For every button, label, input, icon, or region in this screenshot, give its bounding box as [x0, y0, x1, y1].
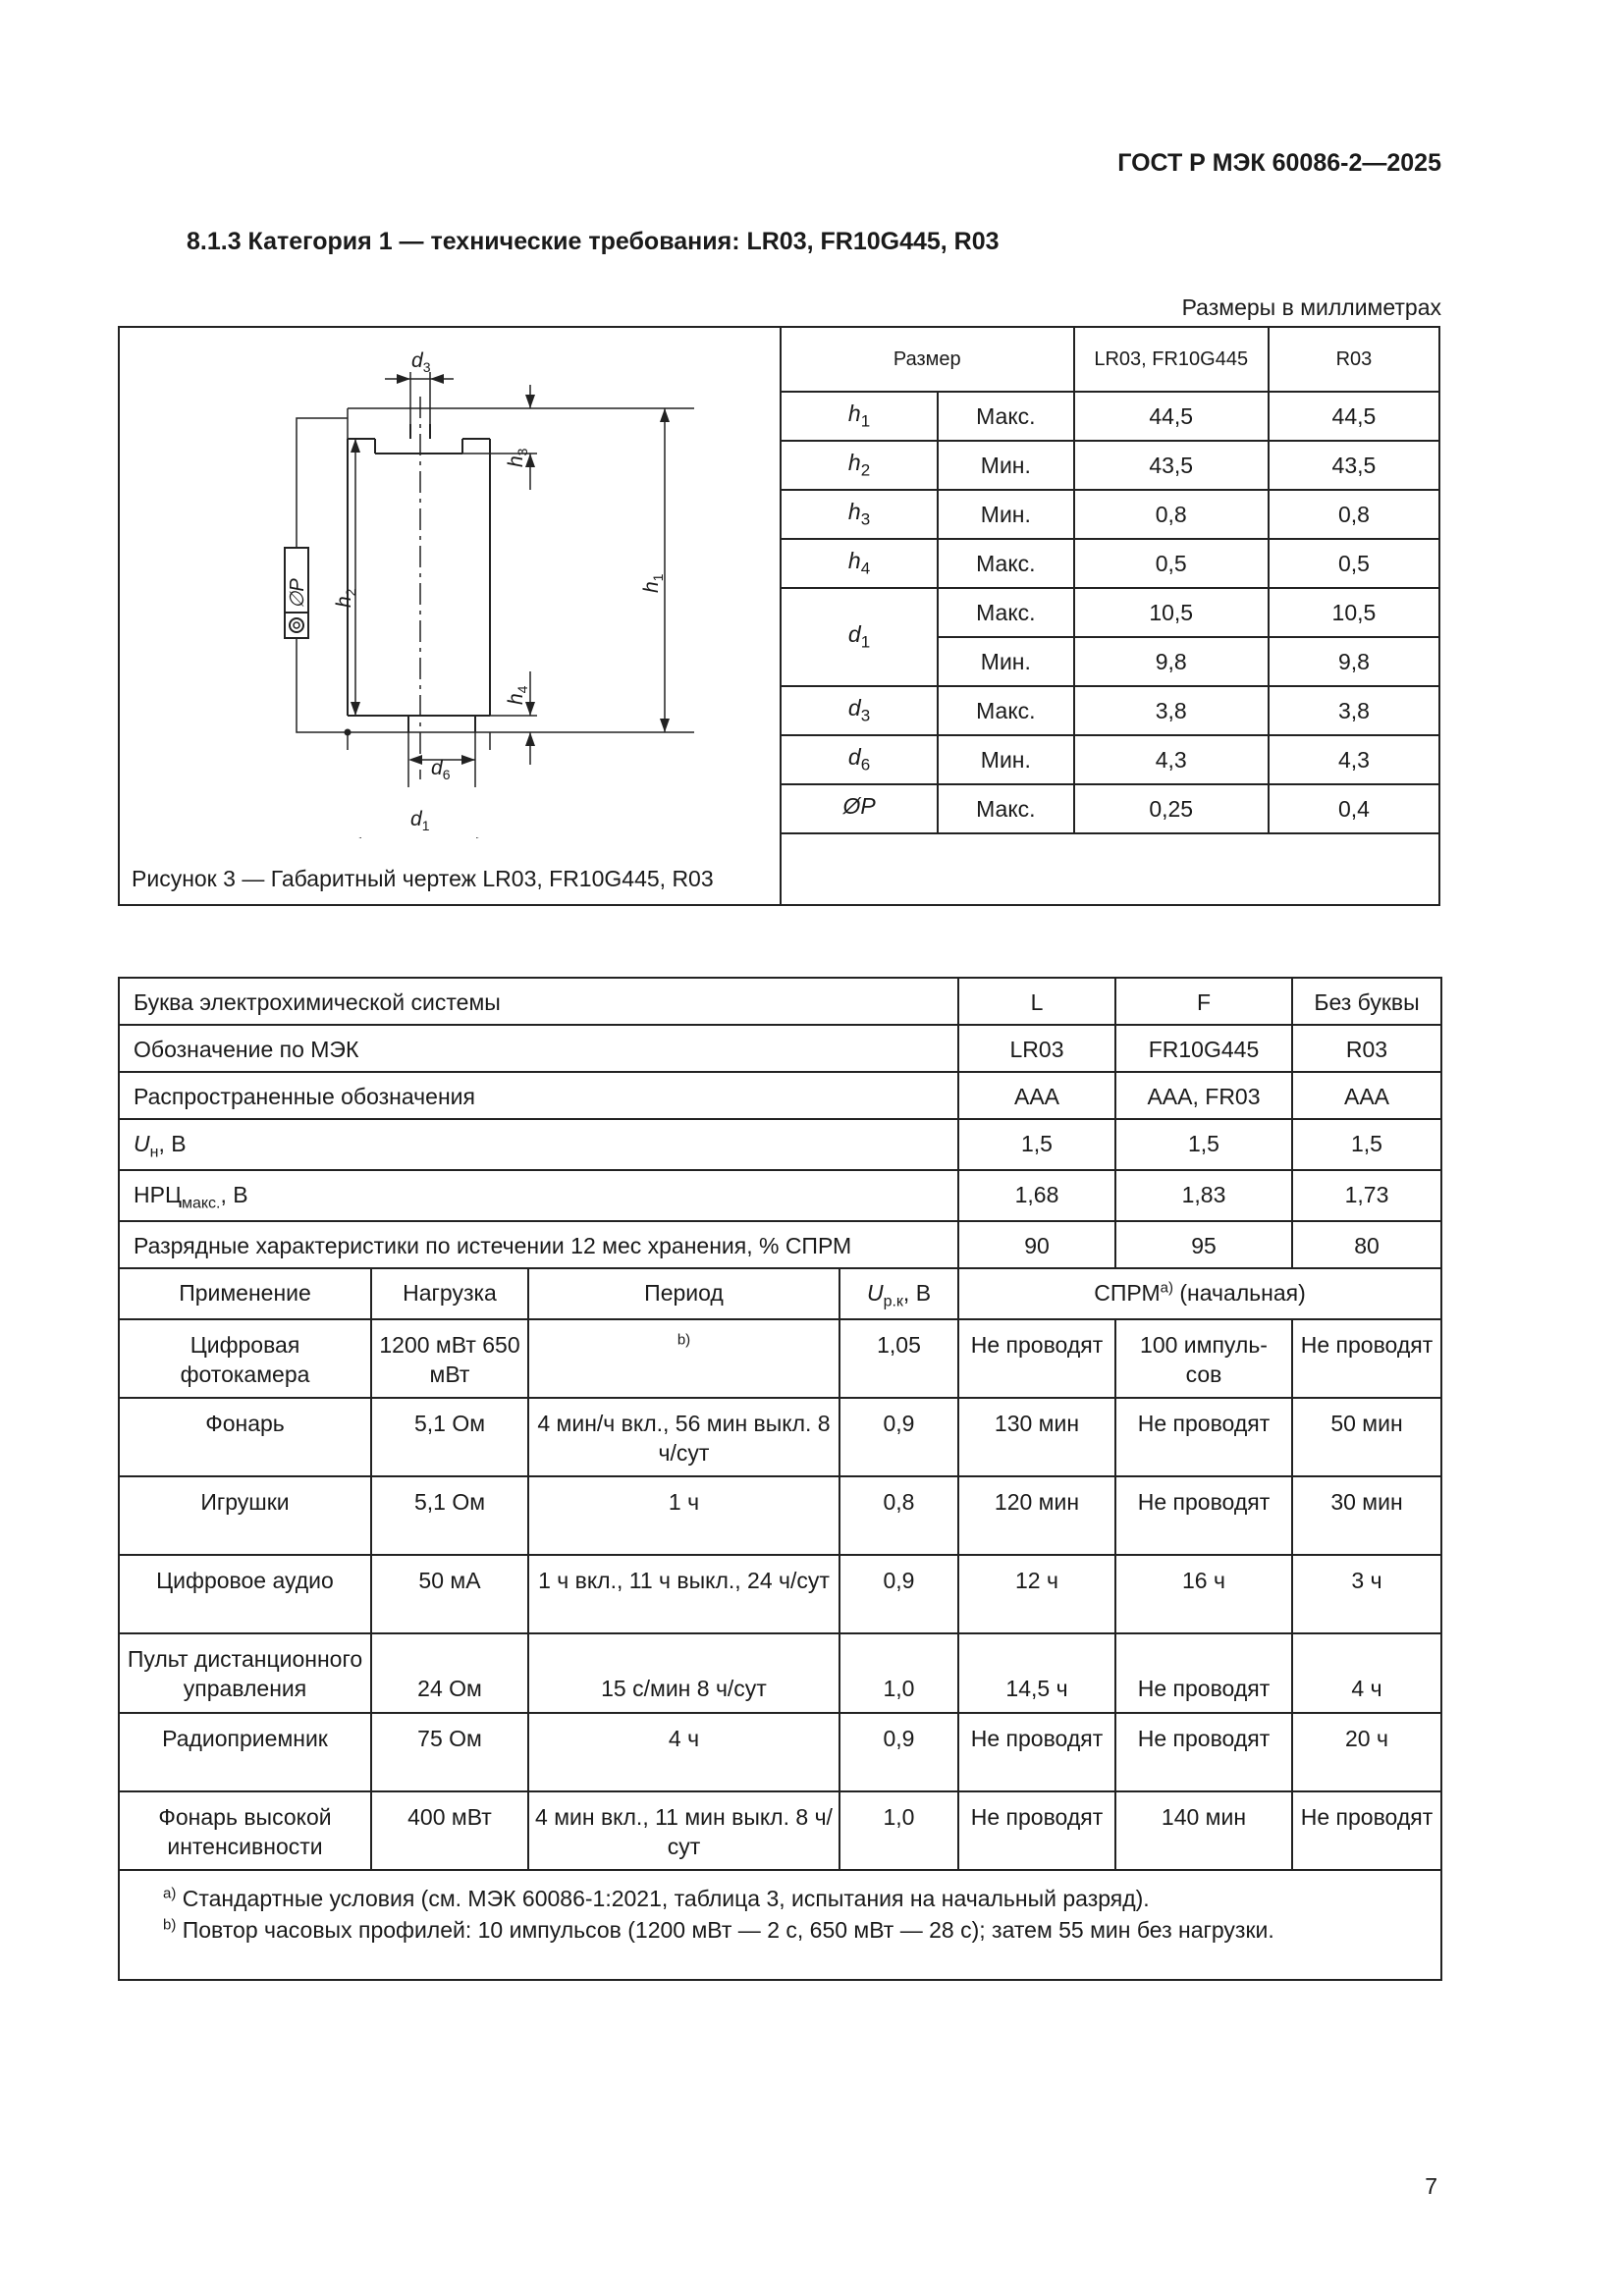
value-f: FR10G445 — [1115, 1025, 1292, 1072]
table-row — [119, 1072, 1441, 1119]
table-row — [781, 686, 1438, 735]
page-number: 7 — [1425, 2173, 1437, 2199]
h1-arrow-top — [660, 408, 670, 422]
value-f: Не проводят — [1115, 1633, 1292, 1713]
table-row — [119, 1221, 1441, 1268]
characteristics-table — [118, 977, 1442, 1981]
period-value: 4 ч — [528, 1713, 839, 1791]
value-lr03-fr10g445: 0,5 — [1074, 539, 1269, 588]
value-r: 30 мин — [1292, 1476, 1441, 1555]
load-value: 24 Ом — [371, 1633, 528, 1713]
d3-arrow-left — [397, 374, 410, 384]
h3-arrow-down — [525, 395, 535, 408]
value-f: Не проводят — [1115, 1713, 1292, 1791]
d6-arrow-left — [408, 755, 422, 765]
value-l: LR03 — [958, 1025, 1115, 1072]
dimension-symbol: ØP — [781, 784, 938, 833]
cutoff-voltage-header: $U_{р.к}$, В — [839, 1268, 958, 1319]
period-value: b) — [528, 1319, 839, 1398]
limit-type: Макс. — [938, 539, 1073, 588]
table-row — [119, 1713, 1441, 1791]
value-r03: 0,5 — [1269, 539, 1438, 588]
table-row — [119, 1791, 1441, 1870]
limit-type: Макс. — [938, 686, 1073, 735]
load-value: 5,1 Ом — [371, 1476, 528, 1555]
value-f: 1,83 — [1115, 1170, 1292, 1221]
r03-header: R03 — [1269, 328, 1438, 392]
lr03-fr10g445-header: LR03, FR10G445 — [1074, 328, 1269, 392]
footnotes-row — [119, 1870, 1441, 1980]
footnote-a: $^{a)}$ Стандартные условия (см. МЭК 60086-1:2021, таблица 3, испытания на начальный разряд). — [163, 1885, 1150, 1911]
value-lr03-fr10g445: 3,8 — [1074, 686, 1269, 735]
table-row — [119, 978, 1441, 1025]
dimension-symbol: $d_6$ — [781, 735, 938, 784]
h2-arrow-top — [351, 439, 360, 453]
h2-arrow-bottom — [351, 702, 360, 716]
value-lr03-fr10g445: 43,5 — [1074, 441, 1269, 490]
period-value: 4 мин вкл., 11 мин выкл. 8 ч/сут — [528, 1791, 839, 1870]
value-l: Не проводят — [958, 1791, 1115, 1870]
d1-label: $d_1$ — [410, 808, 430, 833]
value-lr03-fr10g445: 9,8 — [1074, 637, 1269, 686]
value-f: Не проводят — [1115, 1398, 1292, 1476]
period-value: 15 с/мин 8 ч/сут — [528, 1633, 839, 1713]
limit-type: Макс. — [938, 392, 1073, 441]
size-header: Размер — [781, 328, 1074, 392]
cutoff-voltage-value: 1,05 — [839, 1319, 958, 1398]
application-name: Цифровое аудио — [119, 1555, 371, 1633]
application-name: Пульт дистанционного управления — [119, 1633, 371, 1713]
value-r03: 44,5 — [1269, 392, 1438, 441]
table-row — [119, 1555, 1441, 1633]
figure-and-dimensions-box — [118, 326, 1440, 906]
dimension-symbol: $d_1$ — [781, 588, 938, 686]
value-f: 95 — [1115, 1221, 1292, 1268]
table-row — [119, 1398, 1441, 1476]
cutoff-voltage-value: 0,9 — [839, 1713, 958, 1791]
h3-label: $h_3$ — [505, 448, 530, 467]
dimension-symbol: $h_3$ — [781, 490, 938, 539]
load-value: 50 мА — [371, 1555, 528, 1633]
value-r03: 3,8 — [1269, 686, 1438, 735]
limit-type: Мин. — [938, 441, 1073, 490]
flatness-frame — [285, 548, 308, 638]
value-lr03-fr10g445: 0,25 — [1074, 784, 1269, 833]
value-r: 20 ч — [1292, 1713, 1441, 1791]
value-lr03-fr10g445: 10,5 — [1074, 588, 1269, 637]
value-r: Не проводят — [1292, 1319, 1441, 1398]
battery-outline — [348, 424, 490, 732]
value-r03: 0,4 — [1269, 784, 1438, 833]
application-name: Радиоприемник — [119, 1713, 371, 1791]
table-row — [781, 392, 1438, 441]
d3-arrow-right — [430, 374, 444, 384]
value-lr03-fr10g445: 44,5 — [1074, 392, 1269, 441]
limit-type: Макс. — [938, 588, 1073, 637]
cutoff-voltage-value: 0,9 — [839, 1398, 958, 1476]
period-header: Период — [528, 1268, 839, 1319]
application-name: Фонарь — [119, 1398, 371, 1476]
dimension-symbol: $h_4$ — [781, 539, 938, 588]
dimensions-table — [780, 328, 1438, 834]
dimension-drawing — [120, 328, 780, 838]
cutoff-voltage-value: 0,8 — [839, 1476, 958, 1555]
value-r: AAA — [1292, 1072, 1441, 1119]
period-value: 1 ч — [528, 1476, 839, 1555]
value-l: 1,68 — [958, 1170, 1115, 1221]
h2-label: $h_2$ — [333, 588, 358, 608]
d6-arrow-right — [461, 755, 475, 765]
cutoff-voltage-value: 0,9 — [839, 1555, 958, 1633]
row-label: Обозначение по МЭК — [119, 1025, 958, 1072]
application-name: Цифровая фотокамера — [119, 1319, 371, 1398]
table-row — [119, 1319, 1441, 1398]
dimensions-header-row — [781, 328, 1438, 392]
h1-arrow-bottom — [660, 719, 670, 732]
value-f: 100 импуль- сов — [1115, 1319, 1292, 1398]
value-r03: 10,5 — [1269, 588, 1438, 637]
footnote-b: $^{b)}$ Повтор часовых профилей: 10 импульсов (1200 мВт — 2 с, 650 мВт — 28 с); затем 55 мин без нагрузки. — [163, 1916, 1274, 1944]
value-f: AAA, FR03 — [1115, 1072, 1292, 1119]
footnotes — [119, 1870, 1441, 1980]
dimension-lines — [297, 379, 665, 838]
value-l: 14,5 ч — [958, 1633, 1115, 1713]
limit-type: Макс. — [938, 784, 1073, 833]
h4-label: $h_4$ — [505, 685, 530, 705]
value-r: 80 — [1292, 1221, 1441, 1268]
d3-label: $d_3$ — [411, 349, 431, 375]
dimension-symbol: $h_1$ — [781, 392, 938, 441]
table-row — [119, 1119, 1441, 1170]
load-value: 1200 мВт 650 мВт — [371, 1319, 528, 1398]
value-f: 140 мин — [1115, 1791, 1292, 1870]
table-row — [781, 588, 1438, 637]
value-l: 130 мин — [958, 1398, 1115, 1476]
h4-arrow-up — [525, 732, 535, 746]
figure-panel — [120, 328, 782, 904]
table-row — [781, 784, 1438, 833]
value-l: Не проводят — [958, 1713, 1115, 1791]
row-label: $U_н$, В — [119, 1119, 958, 1170]
value-r: Без буквы — [1292, 978, 1441, 1025]
application-name: Фонарь высокой интенсивности — [119, 1791, 371, 1870]
cutoff-voltage-value: 1,0 — [839, 1791, 958, 1870]
row-label: Разрядные характеристики по истечении 12 мес хранения, % СПРМ — [119, 1221, 958, 1268]
value-l: 90 — [958, 1221, 1115, 1268]
value-r: 1,73 — [1292, 1170, 1441, 1221]
h1-label: $h_1$ — [640, 573, 666, 593]
period-value: 1 ч вкл., 11 ч выкл., 24 ч/сут — [528, 1555, 839, 1633]
value-r03: 43,5 — [1269, 441, 1438, 490]
value-r03: 0,8 — [1269, 490, 1438, 539]
value-lr03-fr10g445: 4,3 — [1074, 735, 1269, 784]
limit-type: Мин. — [938, 735, 1073, 784]
value-l: 120 мин — [958, 1476, 1115, 1555]
row-label: Распространенные обозначения — [119, 1072, 958, 1119]
application-name: Игрушки — [119, 1476, 371, 1555]
load-value: 5,1 Ом — [371, 1398, 528, 1476]
table-row — [119, 1633, 1441, 1713]
d1-arrow-right — [476, 837, 490, 838]
arrowheads — [345, 374, 671, 838]
value-f: F — [1115, 978, 1292, 1025]
table-row — [781, 490, 1438, 539]
limit-type: Мин. — [938, 490, 1073, 539]
dimension-labels — [333, 349, 666, 833]
table-row — [781, 441, 1438, 490]
period-value: 4 мин/ч вкл., 56 мин выкл. 8 ч/сут — [528, 1398, 839, 1476]
value-r: 50 мин — [1292, 1398, 1441, 1476]
value-l: Не проводят — [958, 1319, 1115, 1398]
row-label: Буква электрохимической системы — [119, 978, 958, 1025]
value-r: 3 ч — [1292, 1555, 1441, 1633]
dimension-symbol: $d_3$ — [781, 686, 938, 735]
applications-header-row — [119, 1268, 1441, 1319]
table-row — [119, 1476, 1441, 1555]
figure-caption: Рисунок 3 — Габаритный чертеж LR03, FR10G445, R03 — [132, 866, 714, 891]
cutoff-voltage-value: 1,0 — [839, 1633, 958, 1713]
units-note: Размеры в миллиметрах — [1181, 294, 1441, 320]
table-row — [119, 1170, 1441, 1221]
value-f: 16 ч — [1115, 1555, 1292, 1633]
d1-arrow-left — [348, 837, 361, 838]
spmr-header: СПРМ$^{a)}$ (начальная) — [958, 1268, 1441, 1319]
value-r03: 9,8 — [1269, 637, 1438, 686]
value-l: L — [958, 978, 1115, 1025]
value-lr03-fr10g445: 0,8 — [1074, 490, 1269, 539]
d6-label: $d_6$ — [431, 757, 451, 782]
dimension-symbol: $h_2$ — [781, 441, 938, 490]
application-header: Применение — [119, 1268, 371, 1319]
value-f: Не проводят — [1115, 1476, 1292, 1555]
reference-lines — [348, 372, 694, 787]
p-contact-point — [345, 729, 352, 736]
value-r: Не проводят — [1292, 1791, 1441, 1870]
value-r: R03 — [1292, 1025, 1441, 1072]
value-f: 1,5 — [1115, 1119, 1292, 1170]
value-r: 4 ч — [1292, 1633, 1441, 1713]
table-row — [781, 735, 1438, 784]
value-l: 12 ч — [958, 1555, 1115, 1633]
section-heading: 8.1.3 Категория 1 — технические требования: LR03, FR10G445, R03 — [187, 228, 1000, 255]
load-header: Нагрузка — [371, 1268, 528, 1319]
value-l: AAA — [958, 1072, 1115, 1119]
limit-type: Мин. — [938, 637, 1073, 686]
row-label: $НРЦ_{макс.}$, В — [119, 1170, 958, 1221]
load-value: 400 мВт — [371, 1791, 528, 1870]
value-l: 1,5 — [958, 1119, 1115, 1170]
value-r03: 4,3 — [1269, 735, 1438, 784]
value-r: 1,5 — [1292, 1119, 1441, 1170]
table-row — [119, 1025, 1441, 1072]
load-value: 75 Ом — [371, 1713, 528, 1791]
p-label: ∅P — [287, 578, 308, 609]
table-row — [781, 539, 1438, 588]
document-id: ГОСТ Р МЭК 60086-2—2025 — [1117, 149, 1441, 177]
